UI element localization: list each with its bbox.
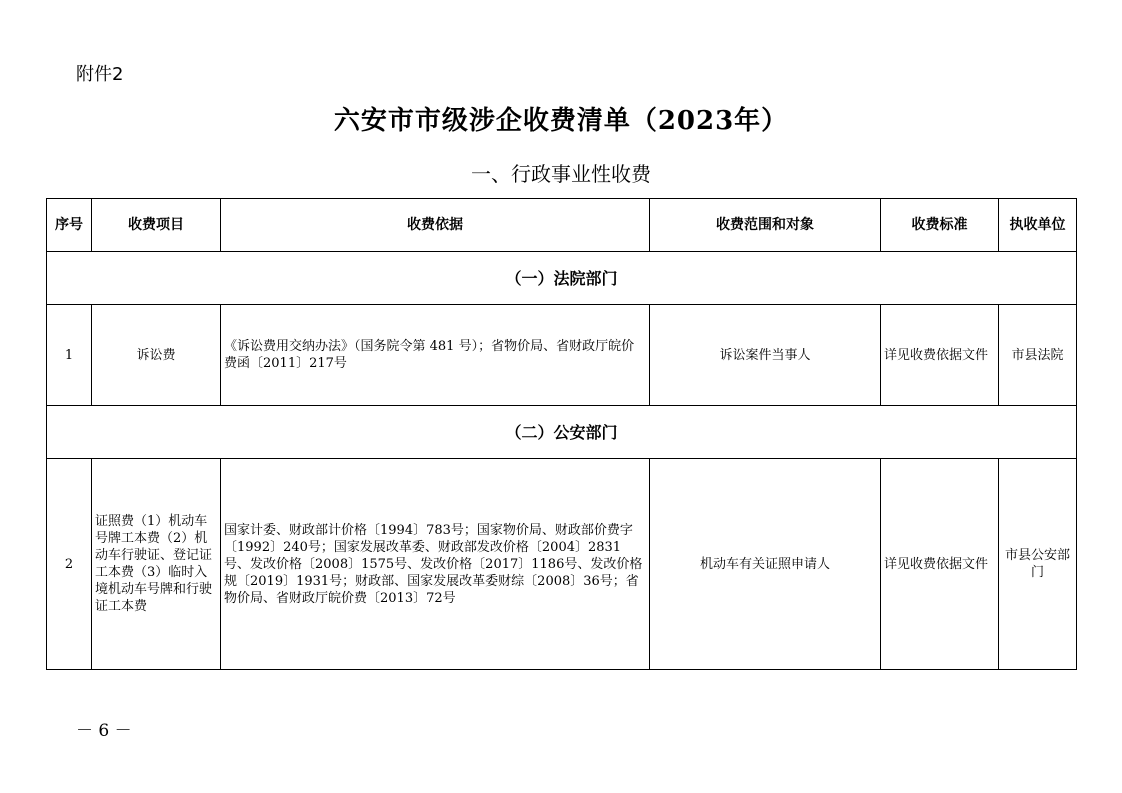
- cell-item: 诉讼费: [92, 305, 221, 406]
- header-unit: 执收单位: [999, 199, 1077, 252]
- page-title: 六安市市级涉企收费清单（2023年）: [333, 106, 789, 136]
- cell-unit: 市县法院: [999, 305, 1077, 406]
- attachment-label: 附件2: [76, 64, 124, 85]
- cell-basis: 国家计委、财政部计价格〔1994〕783号；国家物价局、财政部价费字〔1992〕240号；国家发展改革委、财政部发改价格〔2004〕2831号、发改价格〔2008〕1575号、发改价格〔2017〕1186号、发改价格规〔2019〕1931号；财政部、国家发展改革委财综〔2008〕36号；省物价局、省财政厅皖价费〔2013〕72号: [221, 459, 650, 670]
- cell-index: 1: [47, 305, 92, 406]
- fee-table: [46, 198, 1077, 670]
- section-heading-court: （一）法院部门: [47, 252, 1077, 305]
- table-row: [47, 459, 1077, 670]
- cell-scope: 机动车有关证照申请人: [650, 459, 881, 670]
- cell-standard: 详见收费依据文件: [881, 459, 999, 670]
- table-header-row: [47, 199, 1077, 252]
- header-item: 收费项目: [92, 199, 221, 252]
- cell-standard: 详见收费依据文件: [881, 305, 999, 406]
- section-row: [47, 252, 1077, 305]
- section-subtitle: 一、行政事业性收费: [471, 162, 651, 186]
- section-row: [47, 406, 1077, 459]
- header-scope: 收费范围和对象: [650, 199, 881, 252]
- header-standard: 收费标准: [881, 199, 999, 252]
- page-number: － 6 －: [76, 721, 132, 741]
- section-heading-police: （二）公安部门: [47, 406, 1077, 459]
- cell-index: 2: [47, 459, 92, 670]
- header-index: 序号: [47, 199, 92, 252]
- cell-scope: 诉讼案件当事人: [650, 305, 881, 406]
- cell-item: 证照费（1）机动车号牌工本费（2）机动车行驶证、登记证工本费（3）临时入境机动车号牌和行驶证工本费: [92, 459, 221, 670]
- cell-basis: 《诉讼费用交纳办法》（国务院令第 481 号）；省物价局、省财政厅皖价费函〔2011〕217号: [221, 305, 650, 406]
- header-basis: 收费依据: [221, 199, 650, 252]
- table-row: [47, 305, 1077, 406]
- cell-unit: 市县公安部门: [999, 459, 1077, 670]
